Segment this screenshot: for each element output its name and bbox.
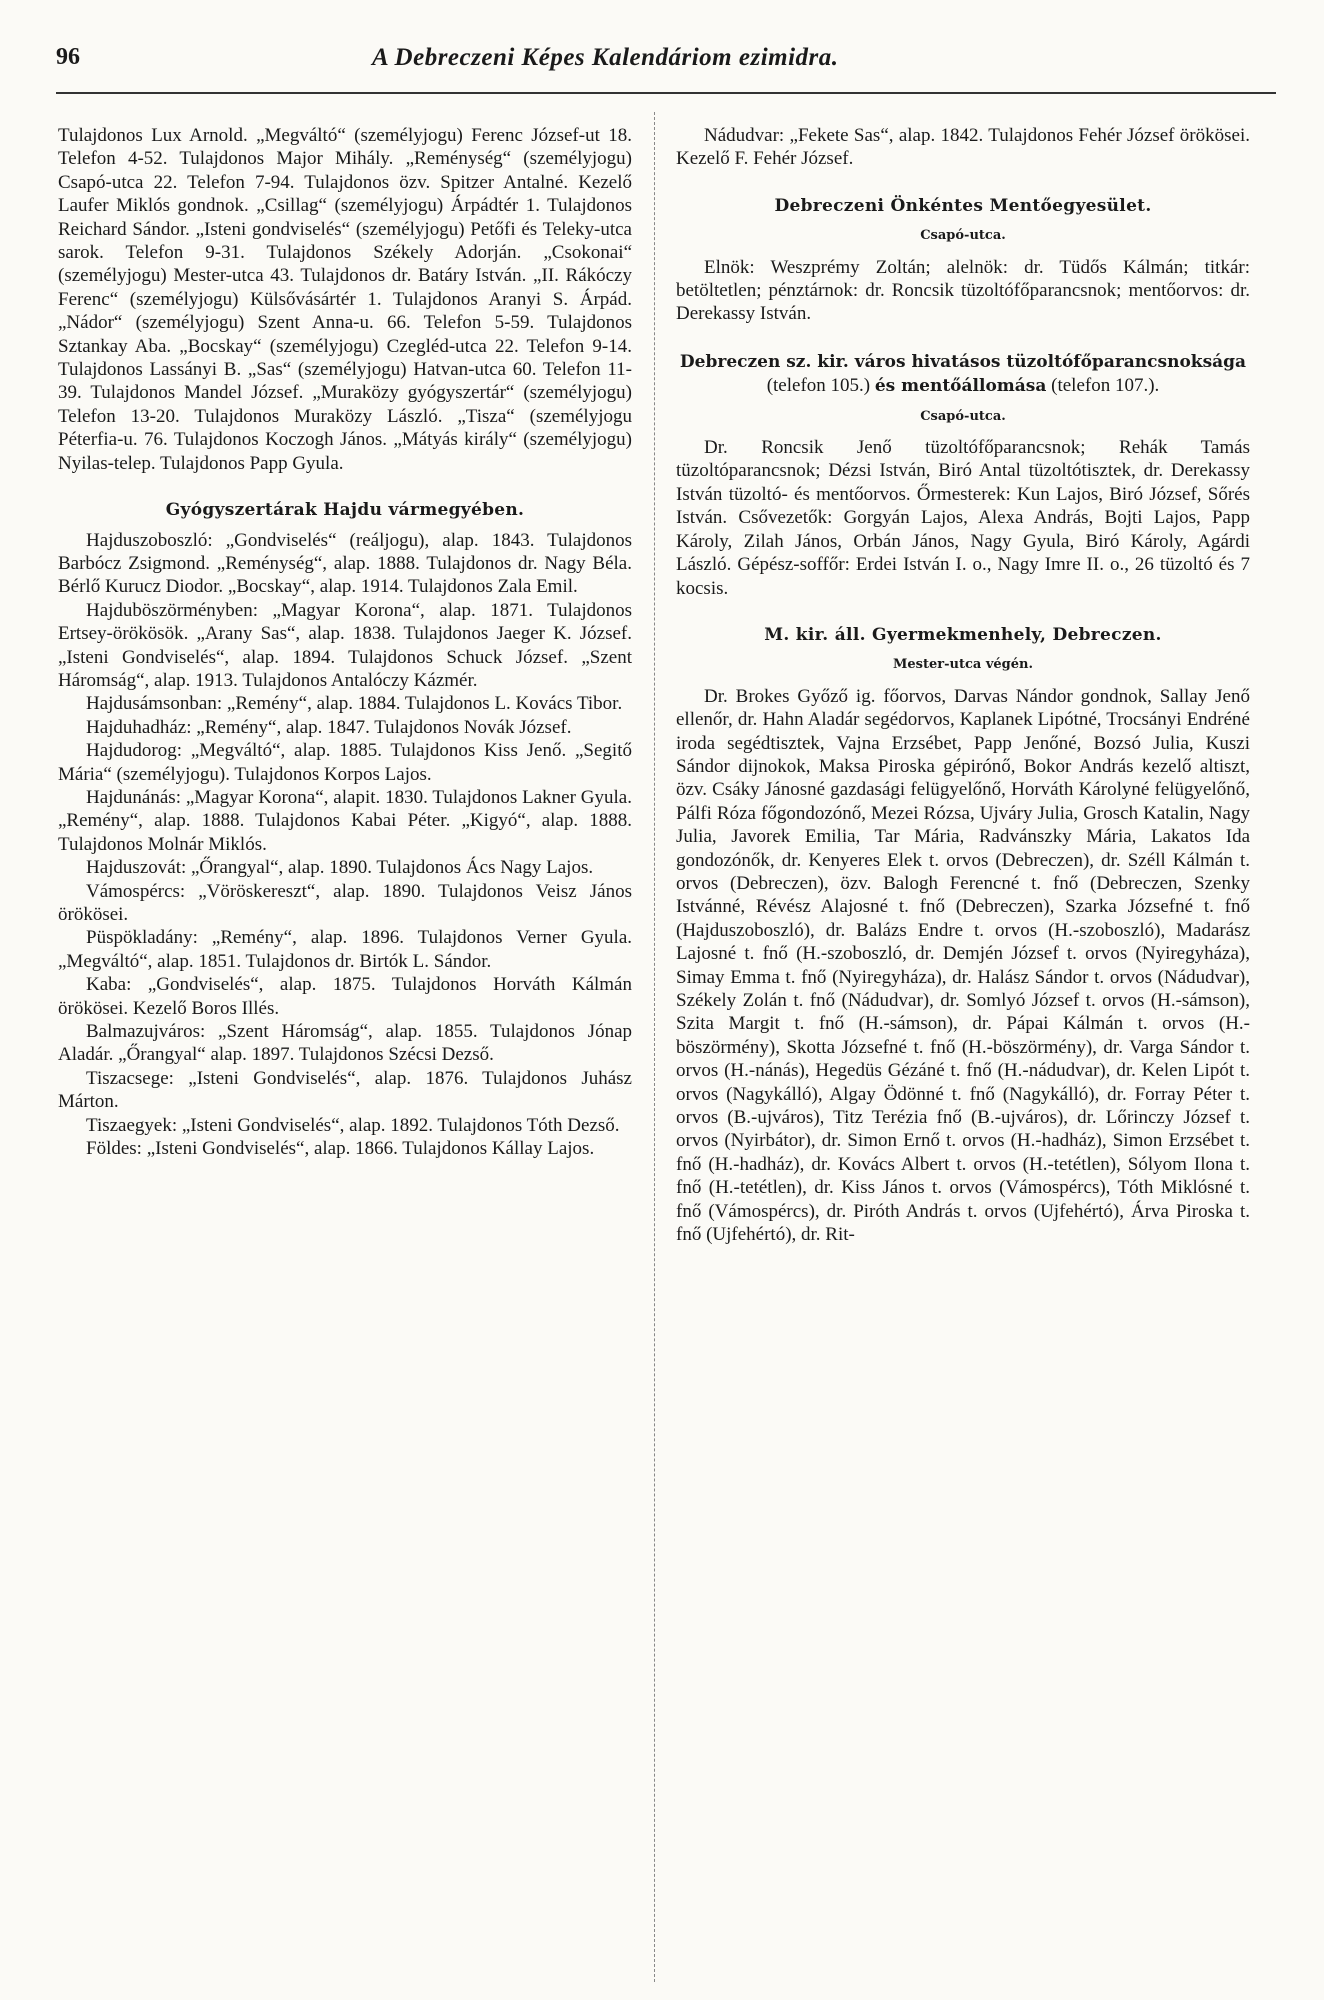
pharmacy-entry: Földes: „Isteni Gondviselés“, alap. 1866. Tulajdonos Kállay Lajos. <box>86 1138 595 1160</box>
section-body: Dr. Brokes Győző ig. főorvos, Darvas Nándor gondnok, Sallay Jenő ellenőr, dr. Hahn Aladár segédorvos, Kaplanek Lipótné, Trocsányi Endréné iroda segédtisztek, Vajna Erzsébet, Papp Jenőné, Bozsó Julia, Kuszi Sándor dijnokok, Maksa Piroska gépirónő, Bokor András kezelő altiszt, özv. Csáky Jánosné gazdasági felügyelőnő, Horváth Károlyné felügyelőnő, Pálfi Róza főgondozónő, Mezei Rózsa, Ujváry Julia, Grosch Katalin, Nagy Julia, Javorek Emilia, Tar Mária, Radvánszky Mária, Lakatos Ida gondozónők, dr. Kenyeres Elek t. orvos (Debreczen), dr. Széll Kálmán t. orvos (Debreczen), özv. Balogh Ferencné t. fnő (Debreczen, Szenky Istvánné, Révész Alajosné t. fnő (Debreczen), Szarka Józsefné t. fnő (Hajduszoboszló), dr. Balázs Endre t. orvos (H.-szoboszló), Madarász Lajosné t. fnő (H.-szoboszló, dr. Demjén József t. orvos (Nyiregyháza), Simay Emma t. fnő (Nyiregyháza), dr. Halász Sándor t. orvos (Nádudvar), Székely Zolán t. fnő (Nádudvar), dr. Somlyó József t. orvos (H.-sámson), Szita Margit t. fnő (H.-sámson), dr. Pápai Kálmán t. orvos (H.-böszörmény), Skotta Józsefné t. fnő (H.-böszörmény), dr. Varga Sándor t. orvos (H.-nánás), Hegedüs Gézáné t. fnő (H.-nádudvar), dr. Kelen Lipót t. orvos (Nagykálló), Algay Ödönné t. fnő (Nagykálló), dr. Forray Péter t. orvos (B.-ujváros), Titz Terézia fnő (B.-ujváros), dr. Lőrinczy József t. orvos (Nyirbátor), dr. Simon Ernő t. orvos (H.-hadház), Simon Erzsébet t. fnő (H.-hadház), dr. Kovács Albert t. orvos (H.-tetétlen), Sólyom Ilona t. fnő (H.-tetétlen), dr. Kiss János t. orvos (Vámospércs), Tóth Miklósné t. fnő (Vámospércs), dr. Piróth András t. orvos (Ujfehértó), Árva Piroska t. fnő (Ujfehértó), dr. Rit- <box>676 685 1250 1246</box>
pharmacy-entry: Hajduszovát: „Őrangyal“, alap. 1890. Tulajdonos Ács Nagy Lajos. <box>86 857 594 879</box>
section-body: Elnök: Weszprémy Zoltán; alelnök: dr. Tüdős Kálmán; titkár: betöltetlen; pénztárnok: dr. Roncsik tüzoltófőparancsnok; mentőorvos: dr. Derekassy István. <box>676 256 1250 325</box>
heading-bold-part: és mentőállomása <box>874 376 1047 397</box>
pharmacy-entry: Tiszacsege: „Isteni Gondviselés“, alap. 1876. Tulajdonos Juhász Márton. <box>58 1067 632 1113</box>
page-header <box>56 44 1276 84</box>
section-address: Csapó-utca. <box>920 408 1006 424</box>
running-title: A Debreczeni Képes Kalendáriom ezimidra. <box>372 44 839 71</box>
section-heading-mentoegyesulet: Debreczeni Önkéntes Mentőegyesület. <box>774 195 1152 216</box>
pharmacy-entry: Hajdusámsonban: „Remény“, alap. 1884. Tulajdonos L. Kovács Tibor. <box>86 693 623 715</box>
right-column <box>676 124 1250 1246</box>
pharmacy-entry: Kaba: „Gondviselés“, alap. 1875. Tulajdonos Horváth Kálmán örökösei. Kezelő Boros Illés. <box>58 974 632 1019</box>
pharmacy-entry: Hajdudorog: „Megváltó“, alap. 1885. Tulajdonos Kiss Jenő. „Segitő Mária“ (személyjogu). Tulajdonos Korpos Lajos. <box>58 740 632 785</box>
header-rule <box>56 92 1276 94</box>
pharmacy-entry: Püspökladány: „Remény“, alap. 1896. Tulajdonos Verner Gyula. „Megváltó“, alap. 1851. Tulajdonos dr. Birtók L. Sándor. <box>58 927 632 972</box>
pharmacy-entry: Hajduhadház: „Remény“, alap. 1847. Tulajdonos Novák József. <box>86 716 572 738</box>
pharmacy-entry: Hajduböszörményben: „Magyar Korona“, alap. 1871. Tulajdonos Ertsey-örökösök. „Arany Sas“, alap. 1838. Tulajdonos Jaeger K. József. „Isteni Gondviselés“, alap. 1894. Tulajdonos Schuck József. „Szent Háromság“, alap. 1913. Tulajdonos Antalóczy Kázmér. <box>58 599 632 691</box>
page-number: 96 <box>56 44 80 70</box>
left-column <box>58 124 632 1160</box>
section-address: Csapó-utca. <box>920 228 1006 244</box>
left-intro-paragraph: Tulajdonos Lux Arnold. „Megváltó“ (személyjogu) Ferenc József-ut 18. Telefon 4-52. Tulajdonos Major Mihály. „Reménység“ (személyjogu) Csapó-utca 22. Telefon 7-94. Tulajdonos özv. Spitzer Antalné. Kezelő Laufer Miklós gondnok. „Csillag“ (személyjogu) Árpádtér 1. Tulajdonos Reichard Sándor. „Isteni gondviselés“ (személyjogu) Petőfi és Teleky-utca sarok. Telefon 9-31. Tulajdonos Székely Adorján. „Csokonai“ (személyjogu) Mester-utca 43. Tulajdonos dr. Batáry István. „II. Rákóczy Ferenc“ (személyjogu) Külsővásártér 1. Tulajdonos Aranyi S. Árpád. „Nádor“ (személyjogu) Szent Anna-u. 66. Telefon 5-59. Tulajdonos Sztankay Aba. „Bocskay“ (személyjogu) Czegléd-utca 22. Telefon 9-14. Tulajdonos Lassányi B. „Sas“ (személyjogu) Hatvan-utca 60. Telefon 11-39. Tulajdonos Mandel József. „Muraközy gyógyszertár“ (személyjogu) Telefon 13-20. Tulajdonos Muraközy László. „Tisza“ (személyjogu Péterfia-u. 76. Tulajdonos Koczogh János. „Mátyás király“ (személyjogu) Nyilas-telep. Tulajdonos Papp Gyula. <box>58 125 632 474</box>
section-heading-gyermekmenhely: M. kir. áll. Gyermekmenhely, Debreczen. <box>764 624 1162 645</box>
section-heading-hajdu: Gyógyszertárak Hajdu vármegyében. <box>165 500 525 521</box>
pharmacy-entry: Hajdunánás: „Magyar Korona“, alapit. 1830. Tulajdonos Lakner Gyula. „Remény“, alap. 1888. Tulajdonos Kabai Péter. „Kigyó“, alap. 1888. Tulajdonos Molnár Miklós. <box>58 786 632 855</box>
section-heading-tuzolto <box>676 350 1250 399</box>
section-body: Dr. Roncsik Jenő tüzoltófőparancsnok; Rehák Tamás tüzoltóparancsnok; Dézsi István, Biró Antal tüzoltótisztek, dr. Derekassy István tüzoltó- és mentőorvos. Őrmesterek: Kun Lajos, Biró József, Sőrés István. Csővezetők: Gorgyán Lajos, Alexa András, Bojti Lajos, Papp Károly, Zilah János, Orbán János, Nagy Gyula, Biró Károly, Agárdi László. Gépész-soffőr: Erdei István I. o., Nagy Imre II. o., 26 tüzoltó és 7 kocsis. <box>676 437 1250 599</box>
pharmacy-entry: Tiszaegyek: „Isteni Gondviselés“, alap. 1892. Tulajdonos Tóth Dezső. <box>86 1114 620 1136</box>
right-intro-paragraph: Nádudvar: „Fekete Sas“, alap. 1842. Tulajdonos Fehér József örökösei. Kezelő F. Fehér József. <box>676 125 1250 170</box>
heading-bold-part: Debreczen sz. kir. város hivatásos tüzoltófőparancsnoksága <box>679 351 1247 372</box>
pharmacy-entry: Hajduszoboszló: „Gondviselés“ (reáljogu), alap. 1843. Tulajdonos Barbócz Zsigmond. „Reménység“, alap. 1888. Tulajdonos dr. Nagy Béla. Bérlő Kurucz Diodor. „Bocskay“, alap. 1914. Tulajdonos Zala Emil. <box>58 529 632 598</box>
column-divider <box>654 112 655 1982</box>
section-address: Mester-utca végén. <box>893 657 1033 673</box>
pharmacy-entry: Balmazujváros: „Szent Háromság“, alap. 1855. Tulajdonos Jónap Aladár. „Őrangyal“ alap. 1897. Tulajdonos Szécsi Dezső. <box>58 1021 632 1066</box>
heading-plain-part: (telefon 105.) <box>766 375 875 397</box>
heading-plain-part: (telefon 107.). <box>1046 375 1160 397</box>
pharmacy-entry: Vámospércs: „Vöröskereszt“, alap. 1890. Tulajdonos Veisz János örökösei. <box>58 880 632 925</box>
